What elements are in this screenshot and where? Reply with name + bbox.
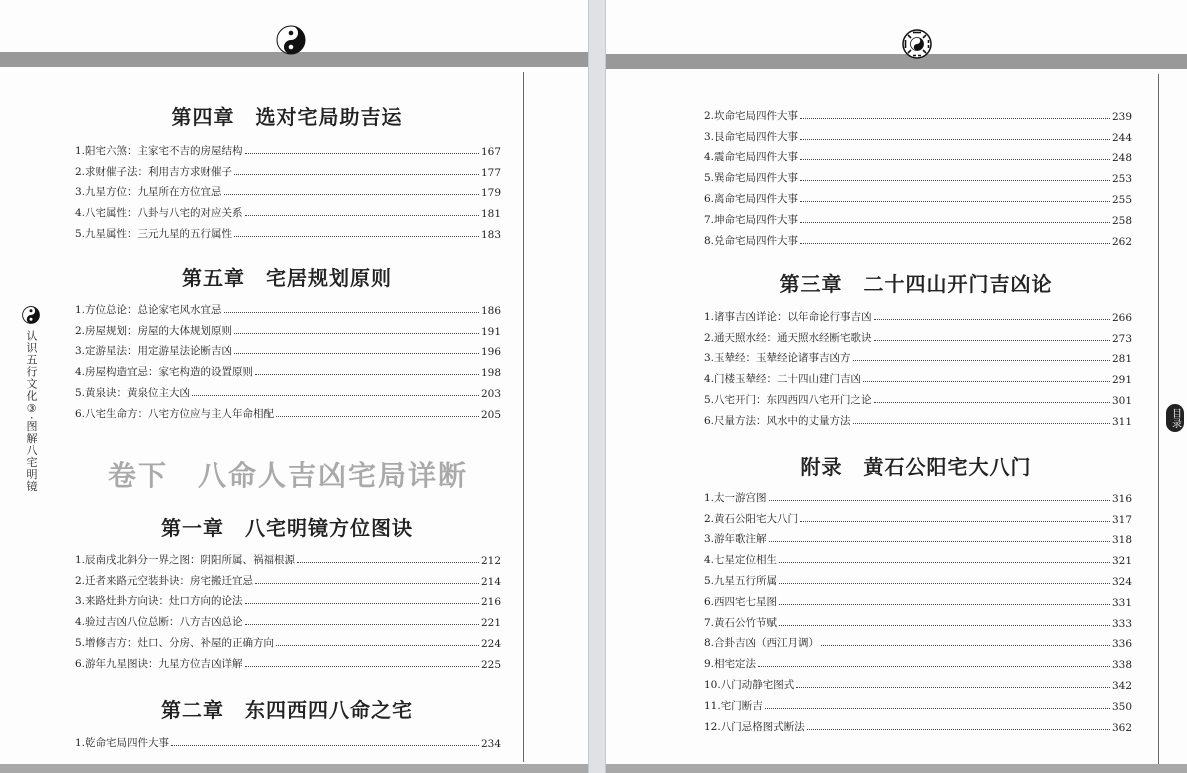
margin-rule xyxy=(1158,74,1159,764)
toc-entry[interactable]: 3.来路灶卦方向诀：灶口方向的论法 216 xyxy=(75,595,501,609)
footer-band xyxy=(606,764,1187,773)
header-band xyxy=(606,54,1187,69)
running-title: 认识五行文化③·图解八宅明镜 xyxy=(25,330,38,493)
yin-yang-icon xyxy=(276,25,306,55)
toc-entry[interactable]: 8.合卦吉凶（西江月调） 336 xyxy=(704,637,1132,651)
toc-entry[interactable]: 4.验过吉凶八位总断：八方吉凶总论 221 xyxy=(75,616,501,630)
chapter-1-title: 第一章 八宅明镜方位图诀 xyxy=(161,516,413,540)
margin-rule xyxy=(523,72,524,762)
toc-entry[interactable]: 4.门楼玉辇经：二十四山建门吉凶 291 xyxy=(704,373,1132,387)
toc-entry[interactable]: 4.八宅属性：八卦与八宅的对应关系 181 xyxy=(75,207,501,221)
appendix-title: 附录 黄石公阳宅大八门 xyxy=(800,455,1032,479)
chapter-5-title: 第五章 宅居规划原则 xyxy=(182,266,392,290)
appendix-list xyxy=(704,484,1132,734)
toc-entry[interactable]: 2.坎命宅局四件大事 239 xyxy=(704,109,1132,123)
volume-title: 卷下 八命人吉凶宅局详断 xyxy=(108,459,469,492)
toc-entry[interactable]: 2.通天照水经：通天照水经断宅歌诀 273 xyxy=(704,331,1132,345)
toc-entry[interactable]: 8.兑命宅局四件大事 262 xyxy=(704,234,1132,248)
toc-entry[interactable]: 1.乾命宅局四件大事 234 xyxy=(75,736,501,750)
chapter-2-list xyxy=(75,729,501,750)
toc-entry[interactable]: 6.八宅生命方：八宅方位应与主人年命相配 205 xyxy=(75,407,501,421)
left-page xyxy=(0,0,588,773)
toc-entry[interactable]: 4.七星定位相生 321 xyxy=(704,554,1132,568)
toc-entry[interactable]: 5.九星五行所属 324 xyxy=(704,574,1132,588)
toc-entry[interactable]: 5.八宅开门：东四西四八宅开门之论 301 xyxy=(704,393,1132,407)
chapter-5-list xyxy=(75,296,501,421)
toc-entry[interactable]: 4.震命宅局四件大事 248 xyxy=(704,151,1132,165)
right-page xyxy=(606,0,1187,773)
toc-entry[interactable]: 3.艮命宅局四件大事 244 xyxy=(704,130,1132,144)
toc-entry[interactable]: 5.增修吉方：灶口、分房、补屋的正确方向 224 xyxy=(75,636,501,650)
toc-entry[interactable]: 12.八门忌格图式断法 362 xyxy=(704,720,1132,734)
toc-entry[interactable]: 6.游年九星图诀：九星方位吉凶详解 225 xyxy=(75,657,501,671)
toc-entry[interactable]: 3.定游星法：用定游星法论断吉凶 196 xyxy=(75,345,501,359)
toc-entry[interactable]: 1.方位总论：总论家宅风水宜忌 186 xyxy=(75,303,501,317)
toc-entry[interactable]: 2.房屋规划：房屋的大体规划原则 191 xyxy=(75,324,501,338)
toc-entry[interactable]: 5.九星属性：三元九星的五行属性 183 xyxy=(75,227,501,241)
toc-entry[interactable]: 3.玉辇经：玉辇经论诸事吉凶方 281 xyxy=(704,352,1132,366)
chapter-2-title: 第二章 东四西四八命之宅 xyxy=(161,698,413,722)
toc-entry[interactable]: 1.诸事吉凶详论：以年命论行事吉凶 266 xyxy=(704,310,1132,324)
page-gutter xyxy=(588,0,606,773)
chapter-4-title: 第四章 选对宅局助吉运 xyxy=(171,105,403,129)
toc-entry[interactable]: 5.巽命宅局四件大事 253 xyxy=(704,172,1132,186)
toc-entry[interactable]: 6.西四宅七星图 331 xyxy=(704,595,1132,609)
toc-entry[interactable]: 1.辰南戌北斜分一界之图：阴阳所属、祸福根源 212 xyxy=(75,553,501,567)
chapter-3-title: 第三章 二十四山开门吉凶论 xyxy=(779,272,1053,296)
toc-entry[interactable]: 1.阳宅六煞：主家宅不吉的房屋结构 167 xyxy=(75,144,501,158)
chapter-3-list xyxy=(704,303,1132,428)
toc-entry[interactable]: 3.游年歌注解 318 xyxy=(704,533,1132,547)
toc-entry[interactable]: 6.尺量方法：风水中的丈量方法 311 xyxy=(704,414,1132,428)
toc-entry[interactable]: 9.相宅定法 338 xyxy=(704,658,1132,672)
toc-entry[interactable]: 6.离命宅局四件大事 255 xyxy=(704,192,1132,206)
toc-entry[interactable]: 2.求财催子法：利用吉方求财催子 177 xyxy=(75,165,501,179)
toc-entry[interactable]: 1.太一游宫图 316 xyxy=(704,491,1132,505)
bagua-icon xyxy=(902,29,932,59)
side-yin-yang-icon xyxy=(22,306,40,324)
chapter-2-continued-list xyxy=(704,102,1132,248)
toc-entry[interactable]: 4.房屋构造宜忌：家宅构造的设置原则 198 xyxy=(75,366,501,380)
toc-tab[interactable]: 目录 xyxy=(1166,404,1184,432)
toc-entry[interactable]: 3.九星方位：九星所在方位宜忌 179 xyxy=(75,186,501,200)
chapter-1-list xyxy=(75,546,501,671)
toc-entry[interactable]: 5.黄泉诀：黄泉位主大凶 203 xyxy=(75,386,501,400)
toc-entry[interactable]: 11.宅门断吉 350 xyxy=(704,699,1132,713)
chapter-4-list xyxy=(75,137,501,241)
toc-entry[interactable]: 10.八门动静宅图式 342 xyxy=(704,678,1132,692)
toc-entry[interactable]: 7.坤命宅局四件大事 258 xyxy=(704,213,1132,227)
toc-entry[interactable]: 2.黄石公阳宅大八门 317 xyxy=(704,512,1132,526)
toc-entry[interactable]: 7.黄石公竹节赋 333 xyxy=(704,616,1132,630)
toc-entry[interactable]: 2.迁者来路元空装卦诀：房宅搬迁宜忌 214 xyxy=(75,574,501,588)
footer-band xyxy=(0,764,588,773)
